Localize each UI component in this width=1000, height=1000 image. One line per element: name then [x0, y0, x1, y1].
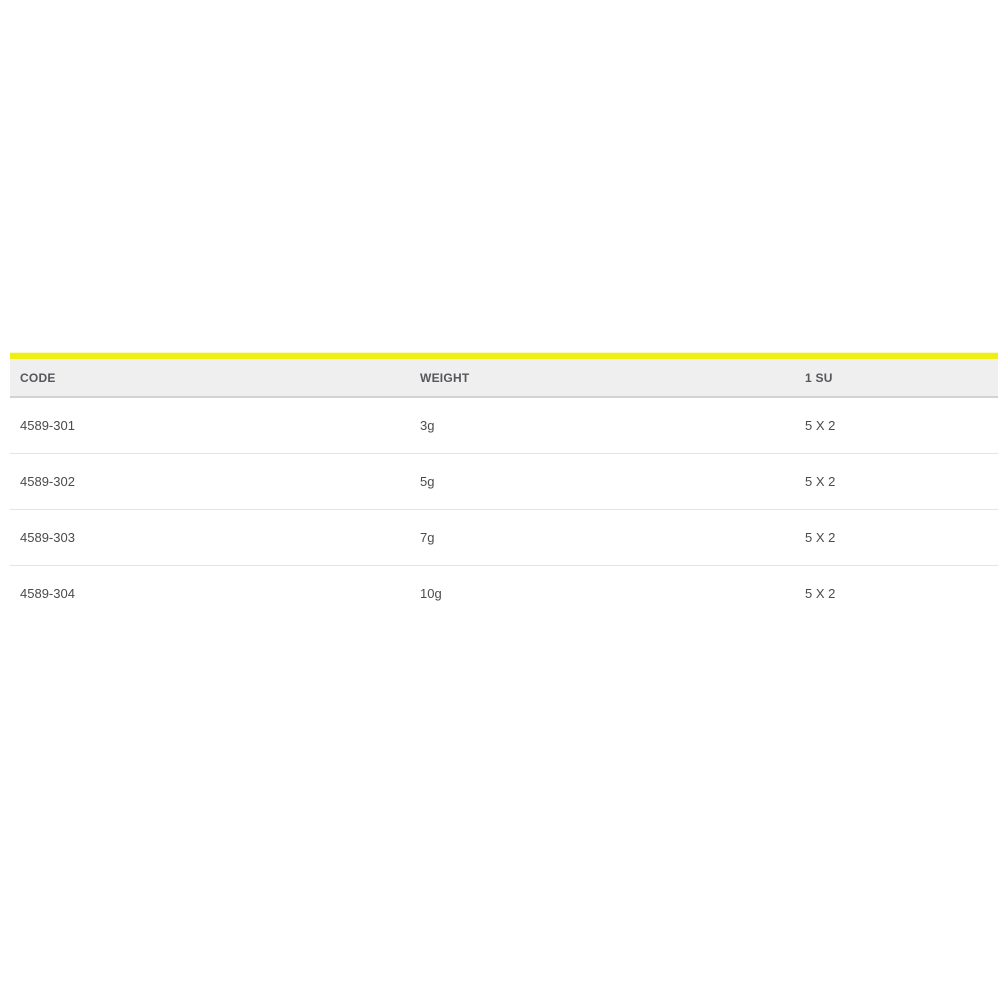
- cell-code: 4589-302: [10, 454, 410, 510]
- column-header-weight: WEIGHT: [410, 359, 795, 397]
- cell-code: 4589-304: [10, 566, 410, 622]
- column-header-1su: 1 SU: [795, 359, 998, 397]
- cell-su: 5 X 2: [795, 454, 998, 510]
- table-row: [10, 510, 998, 566]
- table-row: [10, 454, 998, 510]
- cell-su: 5 X 2: [795, 510, 998, 566]
- cell-weight: 7g: [410, 510, 795, 566]
- cell-code: 4589-301: [10, 397, 410, 454]
- cell-weight: 5g: [410, 454, 795, 510]
- spec-table-body: [10, 397, 998, 621]
- spec-table-head: [10, 359, 998, 397]
- cell-su: 5 X 2: [795, 566, 998, 622]
- cell-weight: 10g: [410, 566, 795, 622]
- cell-weight: 3g: [410, 397, 795, 454]
- column-header-code: CODE: [10, 359, 410, 397]
- spec-table-section: [10, 353, 998, 621]
- cell-code: 4589-303: [10, 510, 410, 566]
- spec-table: [10, 359, 998, 621]
- table-row: [10, 566, 998, 622]
- table-header-row: [10, 359, 998, 397]
- cell-su: 5 X 2: [795, 397, 998, 454]
- table-row: [10, 397, 998, 454]
